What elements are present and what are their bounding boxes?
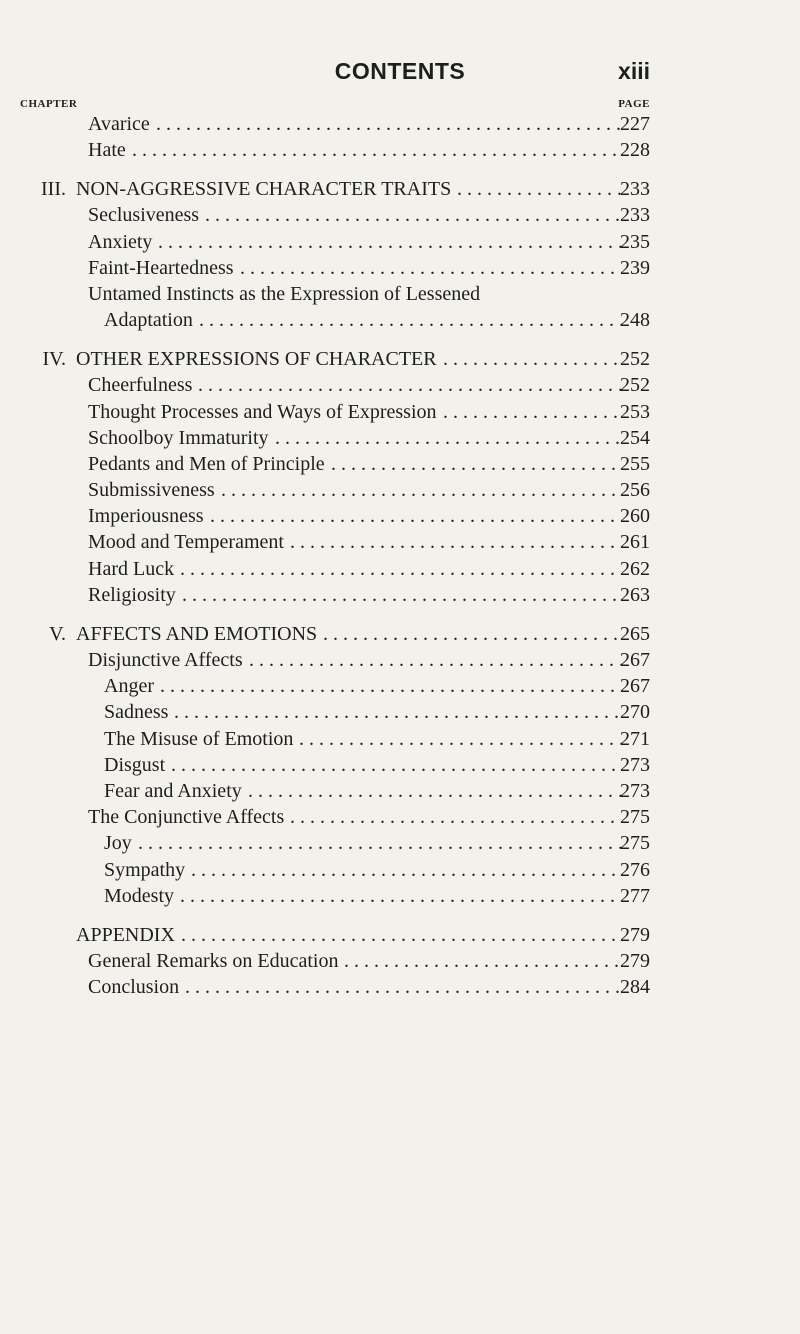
page-ref: 275 [620,806,650,829]
dot-leader: . . . . . . . . . . . . . . . . . . . . . . . . . . . . . . . . . [290,531,615,554]
page-ref: 273 [620,753,650,776]
dot-leader: . . . . . . . . . . . . . . . . . . . . . . . . . . . . . . . . . . . . . . . . . . [205,204,620,227]
chapter-number: III. [41,178,66,201]
entry-title: General Remarks on Education [88,949,339,972]
dot-leader: . . . . . . . . . . . . . . . . . . . . . . . . . . . . . . . . . . . . . . . . . . . [191,858,616,881]
page-ref: 239 [620,256,650,279]
dot-leader: . . . . . . . . . . . . . . . . . . . . . . . . . . . . . . . . . . . . . . . . . . . . . . . [158,230,623,253]
toc-entry [0,426,800,451]
dot-leader: . . . . . . . . . . . . . . . . . . . . . . . . . . . . . . . . . . . [275,426,620,449]
page-ref: 277 [620,884,650,907]
toc-entry [0,138,800,163]
toc-entry [0,230,800,255]
entry-title: AFFECTS AND EMOTIONS [76,622,318,645]
dot-leader: . . . . . . . . . . . . . . . . . . . . . . . . . . . . . . . . . [299,727,624,750]
entry-title: Submissiveness [88,479,215,502]
page-ref: 279 [620,923,650,946]
entry-title: Joy [104,832,132,855]
toc-entry [0,700,800,725]
dot-leader: . . . . . . . . . . . . . . . . . . . . . . . . . . . . . . . . . . . . . . . . . . . [198,374,623,397]
page-ref: 233 [620,178,650,201]
toc-entry [0,583,800,608]
dot-leader: . . . . . . . . . . . . . . . . . . . . . . . . . . . . . . . . . [290,806,615,829]
entry-title: APPENDIX [76,923,175,946]
page-column-label: PAGE [618,98,650,110]
page-ref: 248 [620,309,650,332]
toc-entry [0,203,800,228]
dot-leader: . . . . . . . . . . . . . . . . . . . . . . . . . . . . . . . . . . . . . . [249,649,624,671]
toc-entry [0,400,800,425]
entry-title: Avarice [88,113,150,135]
column-labels [0,98,800,112]
toc-entry [0,674,800,699]
toc-entry [0,858,800,883]
entry-title: OTHER EXPRESSIONS OF CHARACTER [76,348,437,371]
toc-entry [0,504,800,529]
dot-leader: . . . . . . . . . . . . . . . . . . . . . . . . . . . . . . . . . . . . . . . . . . . . . [174,701,619,724]
toc-entry [0,779,800,804]
page-ref: 254 [620,426,650,449]
page-ref: 253 [620,400,650,423]
toc-chapter-entry [0,347,800,372]
toc-entry [0,557,800,582]
page-ref: 273 [620,779,650,802]
entry-title: Seclusiveness [88,204,200,227]
toc-entry [0,753,800,778]
toc-chapter-entry [0,622,800,647]
dot-leader: . . . . . . . . . . . . . . . . . . . . . . . . . . . . [344,949,619,972]
page-ref: 227 [620,113,650,135]
page-ref: 252 [620,374,650,397]
page-ref: 267 [620,675,650,698]
dot-leader: . . . . . . . . . . . . . . . . . . [443,348,618,371]
page-ref: 262 [620,557,650,580]
entry-title: The Conjunctive Affects [88,806,285,829]
toc-entry [0,452,800,477]
entry-title: Untamed Instincts as the Expression of Lessened [88,282,481,305]
page-ref: 270 [620,701,650,724]
toc-entry [0,373,800,398]
dot-leader: . . . . . . . . . . . . . . . . . . . . . . . . . . . . . . . . . . . . . . . . . . . . . . . . . [138,832,623,855]
entry-title: Mood and Temperament [88,531,284,554]
entry-title: Sympathy [104,858,186,881]
page-title: CONTENTS [334,58,466,84]
page-ref: 263 [620,583,650,606]
toc-entry [0,648,800,673]
page-ref: 275 [620,832,650,855]
toc-entry [0,256,800,281]
entry-title: Sadness [104,701,169,724]
page-ref: 276 [620,858,650,881]
entry-title: Pedants and Men of Principle [88,452,325,475]
page-number: xiii [618,58,650,84]
entry-title: Religiosity [88,583,176,606]
dot-leader: . . . . . . . . . . . . . . . . . . . . . . . . . . . . . . . . . . . . . . . . . [210,505,615,528]
toc-chapter-entry [0,177,800,202]
chapter-column-label: CHAPTER [20,98,78,110]
dot-leader: . . . . . . . . . . . . . . . . . [457,178,622,201]
toc-entry [0,727,800,752]
entry-title: Fear and Anxiety [104,779,242,802]
dot-leader: . . . . . . . . . . . . . . . . . . [443,400,618,423]
entry-title: Thought Processes and Ways of Expression [88,400,437,423]
toc-entry [0,805,800,830]
entry-title: Cheerfulness [88,374,193,397]
entry-title: Faint-Heartedness [88,256,234,279]
entry-title: NON-AGGRESSIVE CHARACTER TRAITS [76,178,452,201]
page-ref: 261 [620,531,650,554]
toc-entry [0,478,800,503]
page-ref: 256 [620,479,650,502]
page-ref: 265 [620,622,650,645]
entry-title: Hard Luck [88,557,175,580]
dot-leader: . . . . . . . . . . . . . . . . . . . . . . . . . . . . . . [323,622,618,645]
entry-title: Anxiety [88,230,153,253]
page-ref: 228 [620,139,650,162]
toc-entry [0,884,800,909]
entry-title: Anger [104,675,154,698]
page-ref: 271 [620,727,650,750]
page-ref: 284 [620,976,650,999]
entry-title: Schoolboy Immaturity [88,426,269,449]
toc-entry [0,975,800,1000]
dot-leader: . . . . . . . . . . . . . . . . . . . . . . . . . . . . . . . . . . . . . . . . . . . . . . [160,675,615,698]
toc-entry [0,831,800,856]
page-ref: 260 [620,505,650,528]
entry-title: Disgust [104,753,166,776]
chapter-number: V. [49,622,66,645]
entry-title: The Misuse of Emotion [104,727,294,750]
entry-title: Imperiousness [88,505,204,528]
dot-leader: . . . . . . . . . . . . . . . . . . . . . . . . . . . . . . . . . . . . . . . . . . . . [180,884,615,907]
toc-entry [0,530,800,555]
dot-leader: . . . . . . . . . . . . . . . . . . . . . . . . . . . . . . . . . . . . . . . . . . . . [181,923,616,946]
dot-leader: . . . . . . . . . . . . . . . . . . . . . . . . . . . . . . . . . . . . . . [248,779,623,802]
table-of-contents [0,112,800,1001]
dot-leader: . . . . . . . . . . . . . . . . . . . . . . . . . . . . . . . . . . . . . . . . . . . . [185,976,620,999]
page-ref: 233 [620,204,650,227]
dot-leader: . . . . . . . . . . . . . . . . . . . . . . . . . . . . . . . . . . . . . . [240,256,615,279]
dot-leader: . . . . . . . . . . . . . . . . . . . . . . . . . . . . . . . . . . . . . . . . . . . . . . . . . [132,139,617,162]
entry-title: Conclusion [88,976,180,999]
dot-leader: . . . . . . . . . . . . . . . . . . . . . . . . . . . . . . . . . . . . . . . . . . . . . [171,753,616,776]
running-head [0,58,800,90]
toc-entry [0,308,800,333]
page-ref: 252 [620,348,650,371]
dot-leader: . . . . . . . . . . . . . . . . . . . . . . . . . . . . . . . . . . . . . . . . . . . . . . . [156,113,621,135]
toc-chapter-entry [0,923,800,948]
toc-entry [0,112,800,137]
page-ref: 255 [620,452,650,475]
entry-title: Modesty [104,884,174,907]
page-ref: 235 [620,230,650,253]
page-ref: 279 [620,949,650,972]
entry-title: Adaptation [104,309,193,332]
dot-leader: . . . . . . . . . . . . . . . . . . . . . . . . . . . . . [331,452,616,475]
dot-leader: . . . . . . . . . . . . . . . . . . . . . . . . . . . . . . . . . . . . . . . . . . . . [180,557,615,580]
page-ref: 267 [620,649,650,671]
toc-entry [0,949,800,974]
entry-title: Hate [88,139,126,162]
dot-leader: . . . . . . . . . . . . . . . . . . . . . . . . . . . . . . . . . . . . . . . . . . . . [182,583,617,606]
entry-title: Disjunctive Affects [88,649,243,671]
dot-leader: . . . . . . . . . . . . . . . . . . . . . . . . . . . . . . . . . . . . . . . . . . . [199,309,624,332]
chapter-number: IV. [42,348,66,371]
toc-entry [0,282,800,307]
dot-leader: . . . . . . . . . . . . . . . . . . . . . . . . . . . . . . . . . . . . . . . . [221,479,616,502]
